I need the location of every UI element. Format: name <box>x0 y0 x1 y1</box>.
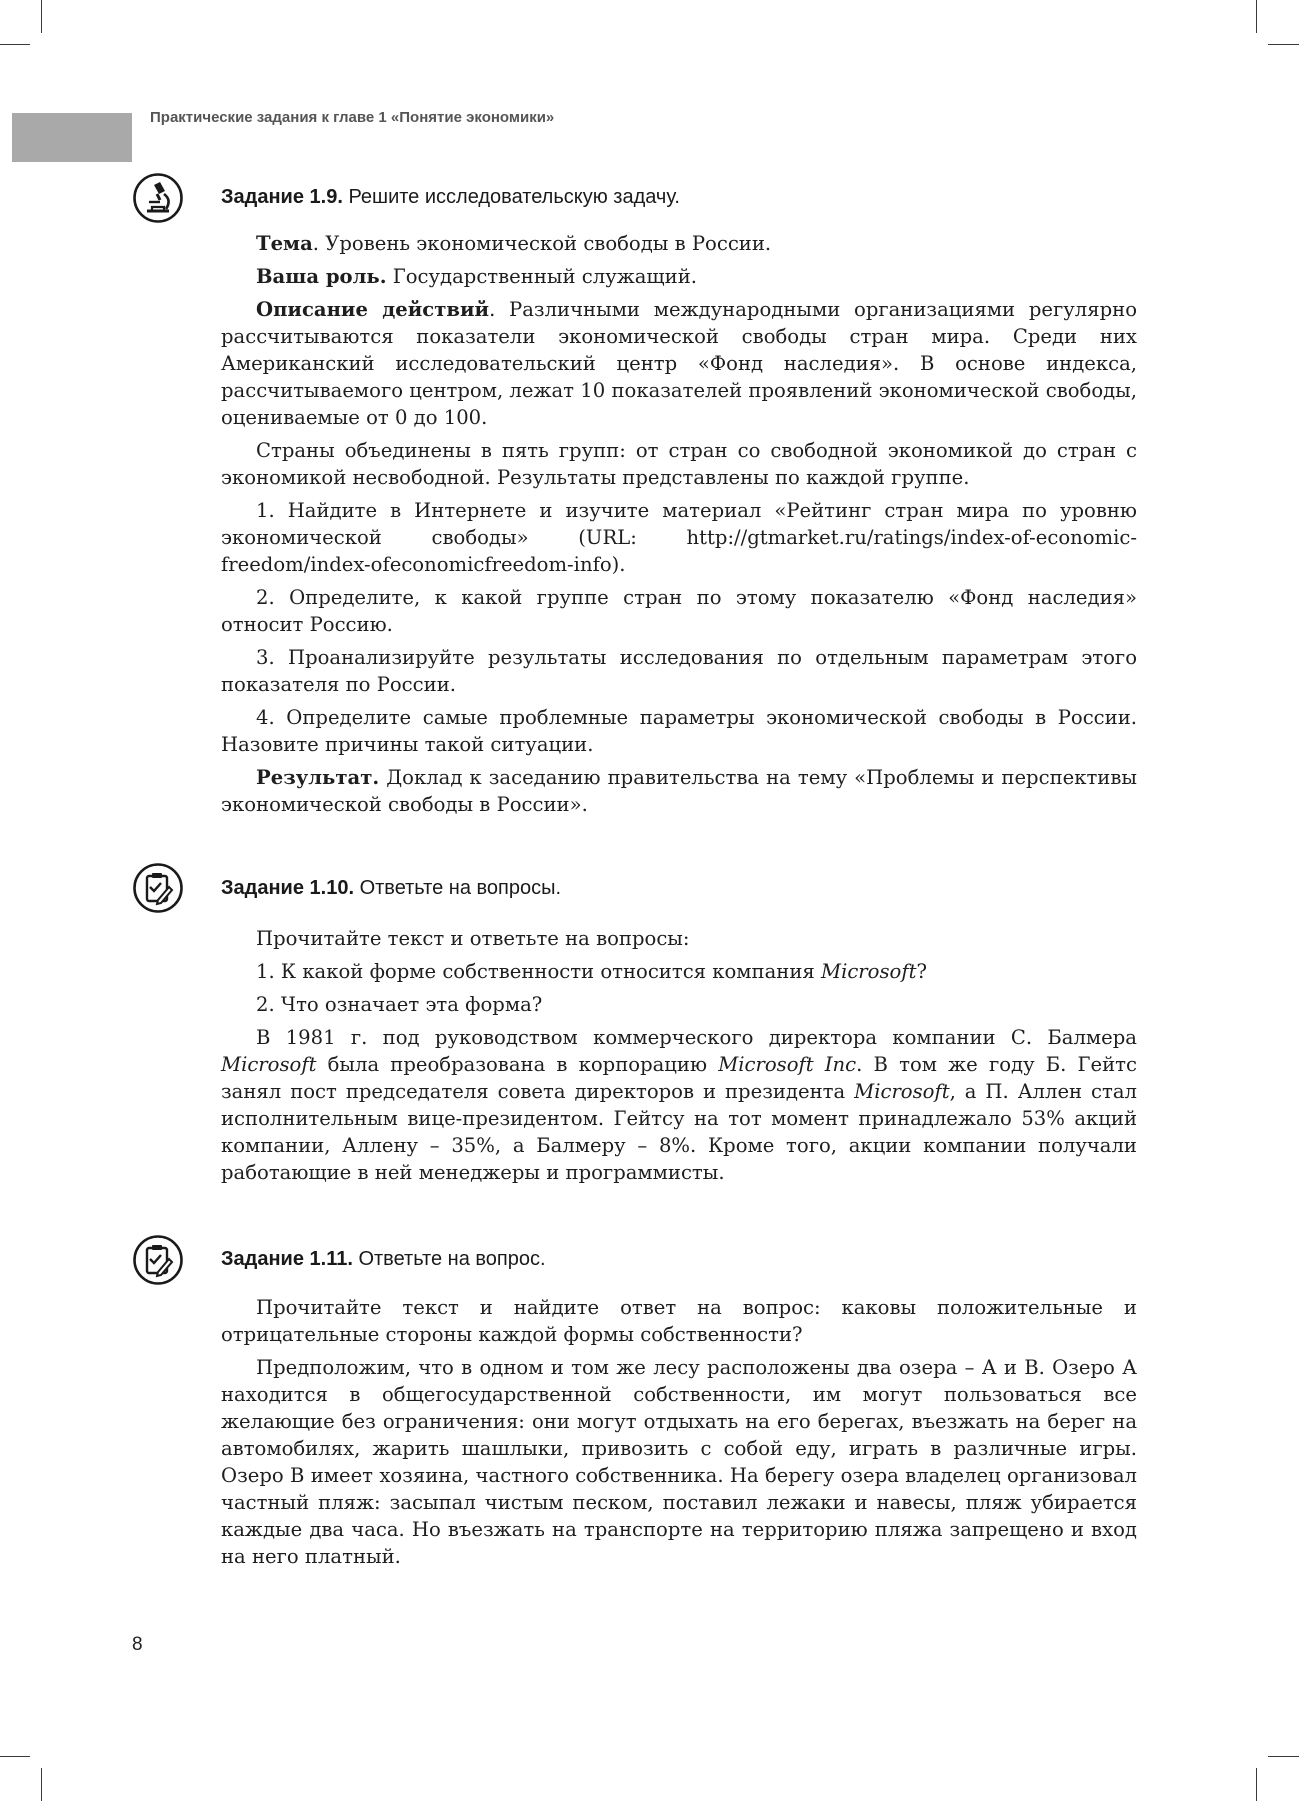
description-label: Описание действий <box>256 298 490 321</box>
task-body <box>221 1294 1137 1576</box>
step-item: 4. Определите самые проблемные параметры экономической свободы в России. Назовите причины такой ситуации. <box>221 706 1137 756</box>
text-run: . В том же году Б. Гейтс занял пост председателя совета директоров и президента <box>221 1053 1137 1103</box>
company-name: Microsoft <box>221 1053 317 1076</box>
task-title <box>221 186 680 209</box>
question-text: 1. К какой форме собственности относится компания <box>256 960 821 983</box>
clipboard-check-icon <box>132 862 184 914</box>
company-name: Microsoft <box>821 960 917 983</box>
task-body <box>221 925 1137 1192</box>
running-head: Практические задания к главе 1 «Понятие экономики» <box>150 109 555 126</box>
result-paragraph <box>221 764 1137 818</box>
role-label: Ваша роль. <box>256 265 387 288</box>
crop-mark <box>0 1756 30 1757</box>
task-body <box>221 230 1137 824</box>
microsoft-paragraph <box>221 1024 1137 1186</box>
result-text: Доклад к заседанию правительства на тему «Проблемы и перспективы экономической свободы в России». <box>221 766 1137 816</box>
text-run: В 1981 г. под руководством коммерческого директора компании С. Балмера <box>256 1026 1137 1049</box>
task-number: Задание 1.9. <box>221 186 343 208</box>
microscope-icon <box>132 172 184 224</box>
crop-mark <box>1256 1768 1257 1801</box>
groups-paragraph: Страны объединены в пять групп: от стран со свободной экономикой до стран с экономикой несвободной. Результаты представлены по каждой группе. <box>221 439 1137 489</box>
company-name: Microsoft Inc <box>718 1053 857 1076</box>
theme-paragraph <box>221 230 1137 257</box>
page-number: 8 <box>132 1634 143 1655</box>
description-text: . Различными международными организациями регулярно рассчитываются показатели экономической свободы стран мира. Среди них Американский исследовательский центр «Фонд наследия». В основе индекса, рассчитываемого центром, лежат 10 показателей проявлений экономической свободы, оцениваемые от 0 до 100. <box>221 298 1137 429</box>
role-text: Государственный служащий. <box>386 265 697 288</box>
intro-paragraph: Прочитайте текст и ответьте на вопросы: <box>256 927 690 950</box>
crop-mark <box>41 0 42 33</box>
question-mark: ? <box>916 960 927 983</box>
crop-mark <box>41 1768 42 1801</box>
theme-text: . Уровень экономической свободы в России. <box>312 232 772 255</box>
crop-mark <box>1256 0 1257 33</box>
description-paragraph <box>221 296 1137 431</box>
result-label: Результат. <box>256 766 380 789</box>
company-name: Microsoft <box>854 1080 950 1103</box>
lakes-paragraph: Предположим, что в одном и том же лесу расположены два озера – А и В. Озеро А находится в общегосударственной собственности, им могут пользоваться все желающие без ограничения: они могут отдыхать на его берегах, въезжать на берег на автомобилях, жарить шашлыки, привозить с собой еду, играть в различные игры. Озеро В имеет хозяина, частного собственника. На берегу озера владелец организовал частный пляж: засыпал чистым песком, поставил лежаки и навесы, пляж убирается каждые два часа. Но въезжать на транспорте на территорию пляжа запрещено и вход на него платный. <box>221 1356 1137 1568</box>
text-run: была преобразована в корпорацию <box>316 1053 719 1076</box>
task-number: Задание 1.10. <box>221 877 355 899</box>
text-run: , а П. Аллен стал исполнительным вице-президентом. Гейтсу на тот момент принадлежало 53% акций компании, Аллену – 35%, а Балмеру – 8%. Кроме того, акции компании получали работающие в ней менеджеры и программисты. <box>221 1080 1137 1184</box>
task-title <box>221 1248 546 1271</box>
chapter-tab <box>12 113 132 162</box>
role-paragraph <box>221 263 1137 290</box>
intro-paragraph: Прочитайте текст и найдите ответ на вопрос: каковы положительные и отрицательные стороны каждой формы собственности? <box>221 1296 1137 1346</box>
step-item: 1. Найдите в Интернете и изучите материал «Рейтинг стран мира по уровню экономической свободы» (URL: http://gtmarket.ru/ratings/index-of-economic-freedom/index-ofeconomicfreedom-info). <box>221 499 1137 576</box>
crop-mark <box>0 44 30 45</box>
task-instruction: Решите исследовательскую задачу. <box>342 186 680 208</box>
step-item: 3. Проанализируйте результаты исследования по отдельным параметрам этого показателя по России. <box>221 646 1137 696</box>
task-title <box>221 877 561 900</box>
question-item: 2. Что означает эта форма? <box>256 993 543 1016</box>
task-instruction: Ответьте на вопрос. <box>352 1248 546 1270</box>
clipboard-check-icon <box>132 1234 184 1286</box>
task-number: Задание 1.11. <box>221 1248 353 1270</box>
task-instruction: Ответьте на вопросы. <box>354 877 562 899</box>
crop-mark <box>1268 44 1299 45</box>
theme-label: Тема <box>256 232 313 255</box>
step-item: 2. Определите, к какой группе стран по этому показателю «Фонд наследия» относит Россию. <box>221 586 1137 636</box>
crop-mark <box>1268 1756 1299 1757</box>
question-item <box>221 958 1137 985</box>
